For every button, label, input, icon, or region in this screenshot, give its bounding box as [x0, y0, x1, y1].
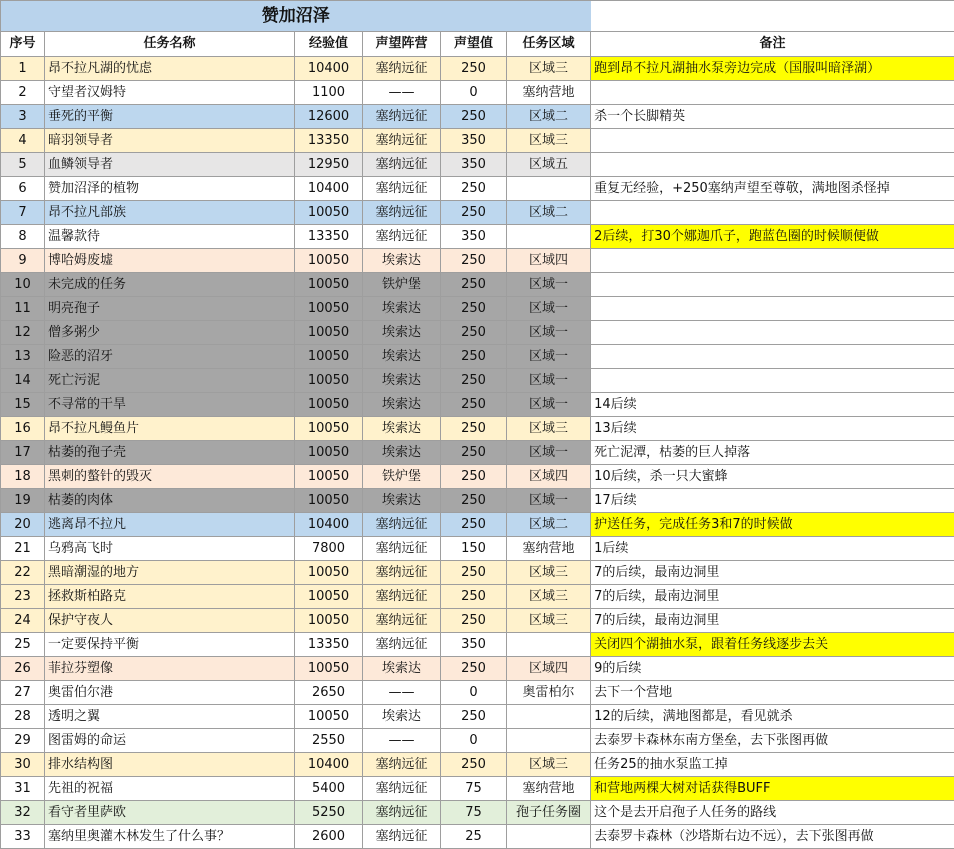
- cell-xp[interactable]: 10050: [295, 705, 363, 729]
- cell-rep[interactable]: 250: [441, 57, 507, 81]
- cell-area[interactable]: 区域三: [507, 609, 591, 633]
- cell-no[interactable]: 22: [1, 561, 45, 585]
- cell-note[interactable]: [591, 129, 954, 153]
- cell-faction[interactable]: 塞纳远征: [363, 777, 441, 801]
- table-row: [1, 657, 954, 681]
- cell-area[interactable]: 区域三: [507, 753, 591, 777]
- sheet-title[interactable]: 赞加沼泽: [1, 1, 591, 32]
- cell-rep[interactable]: 250: [441, 345, 507, 369]
- cell-area[interactable]: 区域三: [507, 585, 591, 609]
- cell-rep[interactable]: 350: [441, 153, 507, 177]
- cell-faction[interactable]: 塞纳远征: [363, 225, 441, 249]
- cell-area[interactable]: 区域一: [507, 321, 591, 345]
- cell-xp[interactable]: 10050: [295, 249, 363, 273]
- cell-faction[interactable]: 铁炉堡: [363, 273, 441, 297]
- cell-no[interactable]: 4: [1, 129, 45, 153]
- cell-area[interactable]: 区域一: [507, 441, 591, 465]
- cell-no[interactable]: 5: [1, 153, 45, 177]
- cell-note[interactable]: 去泰罗卡森林东南方堡垒，去下张图再做: [591, 729, 954, 753]
- cell-quest-name[interactable]: 温馨款待: [45, 225, 295, 249]
- cell-faction[interactable]: 塞纳远征: [363, 633, 441, 657]
- table-row: [1, 513, 954, 537]
- cell-note[interactable]: 重复无经验，+250塞纳声望至尊敬，满地图杀怪掉: [591, 177, 954, 201]
- cell-rep[interactable]: 25: [441, 825, 507, 849]
- cell-no[interactable]: 26: [1, 657, 45, 681]
- cell-quest-name[interactable]: 昂不拉凡部族: [45, 201, 295, 225]
- cell-rep[interactable]: 75: [441, 801, 507, 825]
- cell-area[interactable]: 塞纳营地: [507, 81, 591, 105]
- cell-xp[interactable]: 10050: [295, 297, 363, 321]
- cell-area[interactable]: 区域一: [507, 345, 591, 369]
- cell-note[interactable]: [591, 273, 954, 297]
- cell-quest-name[interactable]: 菲拉芬塑像: [45, 657, 295, 681]
- cell-no[interactable]: 8: [1, 225, 45, 249]
- cell-quest-name[interactable]: 保护守夜人: [45, 609, 295, 633]
- cell-note[interactable]: 任务25的抽水泵监工掉: [591, 753, 954, 777]
- cell-quest-name[interactable]: 枯萎的孢子壳: [45, 441, 295, 465]
- cell-note[interactable]: 10后续，杀一只大蜜蜂: [591, 465, 954, 489]
- table-row: [1, 441, 954, 465]
- cell-faction[interactable]: 埃索达: [363, 369, 441, 393]
- table-row: [1, 369, 954, 393]
- cell-faction[interactable]: 埃索达: [363, 345, 441, 369]
- cell-rep[interactable]: 250: [441, 657, 507, 681]
- table-row: [1, 609, 954, 633]
- cell-quest-name[interactable]: 逃离昂不拉凡: [45, 513, 295, 537]
- cell-faction[interactable]: 塞纳远征: [363, 753, 441, 777]
- cell-rep[interactable]: 250: [441, 297, 507, 321]
- cell-xp[interactable]: 10050: [295, 273, 363, 297]
- cell-xp[interactable]: 12600: [295, 105, 363, 129]
- cell-note[interactable]: 去下一个营地: [591, 681, 954, 705]
- cell-xp[interactable]: 10050: [295, 441, 363, 465]
- table-row: [1, 633, 954, 657]
- cell-xp[interactable]: 10050: [295, 201, 363, 225]
- cell-area[interactable]: 区域一: [507, 369, 591, 393]
- cell-rep[interactable]: 150: [441, 537, 507, 561]
- cell-note[interactable]: [591, 321, 954, 345]
- cell-xp[interactable]: 2550: [295, 729, 363, 753]
- cell-note[interactable]: [591, 345, 954, 369]
- cell-rep[interactable]: 250: [441, 609, 507, 633]
- cell-rep[interactable]: 250: [441, 369, 507, 393]
- cell-faction[interactable]: 埃索达: [363, 441, 441, 465]
- header-row: [1, 32, 954, 57]
- table-row: [1, 537, 954, 561]
- cell-rep[interactable]: 250: [441, 201, 507, 225]
- header-faction[interactable]: 声望阵营: [363, 32, 441, 57]
- cell-area[interactable]: 区域一: [507, 297, 591, 321]
- cell-note[interactable]: [591, 153, 954, 177]
- cell-area[interactable]: 区域五: [507, 153, 591, 177]
- cell-area[interactable]: 区域二: [507, 105, 591, 129]
- cell-no[interactable]: 16: [1, 417, 45, 441]
- cell-area[interactable]: [507, 177, 591, 201]
- cell-faction[interactable]: 埃索达: [363, 417, 441, 441]
- cell-no[interactable]: 3: [1, 105, 45, 129]
- cell-quest-name[interactable]: 明亮孢子: [45, 297, 295, 321]
- cell-quest-name[interactable]: 看守者里萨欧: [45, 801, 295, 825]
- cell-note[interactable]: 12的后续，满地图都是，看见就杀: [591, 705, 954, 729]
- cell-rep[interactable]: 350: [441, 129, 507, 153]
- cell-quest-name[interactable]: 不寻常的干旱: [45, 393, 295, 417]
- cell-no[interactable]: 7: [1, 201, 45, 225]
- table-row: [1, 681, 954, 705]
- table-row: [1, 57, 954, 81]
- cell-faction[interactable]: ——: [363, 681, 441, 705]
- cell-faction[interactable]: 塞纳远征: [363, 201, 441, 225]
- cell-area[interactable]: 奥雷柏尔: [507, 681, 591, 705]
- cell-no[interactable]: 24: [1, 609, 45, 633]
- cell-rep[interactable]: 250: [441, 273, 507, 297]
- cell-quest-name[interactable]: 未完成的任务: [45, 273, 295, 297]
- cell-note[interactable]: 关闭四个湖抽水泵，跟着任务线逐步去关: [591, 633, 954, 657]
- cell-note[interactable]: 跑到昂不拉凡湖抽水泵旁边完成（国服叫暗泽湖）: [591, 57, 954, 81]
- cell-quest-name[interactable]: 垂死的平衡: [45, 105, 295, 129]
- table-row: [1, 753, 954, 777]
- cell-note[interactable]: [591, 369, 954, 393]
- cell-note[interactable]: [591, 81, 954, 105]
- cell-xp[interactable]: 10050: [295, 321, 363, 345]
- cell-quest-name[interactable]: 暗羽领导者: [45, 129, 295, 153]
- table-row: [1, 705, 954, 729]
- header-area[interactable]: 任务区域: [507, 32, 591, 57]
- cell-quest-name[interactable]: 死亡污泥: [45, 369, 295, 393]
- cell-no[interactable]: 6: [1, 177, 45, 201]
- cell-note[interactable]: 杀一个长脚精英: [591, 105, 954, 129]
- cell-rep[interactable]: 250: [441, 441, 507, 465]
- cell-note[interactable]: 1后续: [591, 537, 954, 561]
- cell-note[interactable]: 17后续: [591, 489, 954, 513]
- cell-no[interactable]: 19: [1, 489, 45, 513]
- cell-rep[interactable]: 250: [441, 465, 507, 489]
- cell-faction[interactable]: 埃索达: [363, 321, 441, 345]
- cell-faction[interactable]: 埃索达: [363, 297, 441, 321]
- table-row: [1, 417, 954, 441]
- cell-note[interactable]: 和营地两棵大树对话获得BUFF: [591, 777, 954, 801]
- cell-xp[interactable]: 10400: [295, 753, 363, 777]
- cell-rep[interactable]: 250: [441, 417, 507, 441]
- cell-area[interactable]: 区域三: [507, 561, 591, 585]
- cell-xp[interactable]: 10400: [295, 57, 363, 81]
- cell-rep[interactable]: 250: [441, 561, 507, 585]
- cell-quest-name[interactable]: 排水结构图: [45, 753, 295, 777]
- cell-note[interactable]: 这个是去开启孢子人任务的路线: [591, 801, 954, 825]
- cell-quest-name[interactable]: 枯萎的肉体: [45, 489, 295, 513]
- table-row: [1, 297, 954, 321]
- cell-quest-name[interactable]: 一定要保持平衡: [45, 633, 295, 657]
- cell-xp[interactable]: 10050: [295, 609, 363, 633]
- cell-no[interactable]: 30: [1, 753, 45, 777]
- header-rep[interactable]: 声望值: [441, 32, 507, 57]
- table-row: [1, 729, 954, 753]
- cell-xp[interactable]: 5400: [295, 777, 363, 801]
- cell-faction[interactable]: ——: [363, 729, 441, 753]
- cell-area[interactable]: 区域四: [507, 249, 591, 273]
- cell-faction[interactable]: 塞纳远征: [363, 609, 441, 633]
- cell-area[interactable]: 区域三: [507, 57, 591, 81]
- cell-quest-name[interactable]: 黑暗潮湿的地方: [45, 561, 295, 585]
- cell-quest-name[interactable]: 昂不拉凡鳗鱼片: [45, 417, 295, 441]
- cell-faction[interactable]: 塞纳远征: [363, 129, 441, 153]
- cell-faction[interactable]: 埃索达: [363, 657, 441, 681]
- cell-no[interactable]: 25: [1, 633, 45, 657]
- cell-xp[interactable]: 10050: [295, 417, 363, 441]
- cell-faction[interactable]: 塞纳远征: [363, 561, 441, 585]
- cell-faction[interactable]: 铁炉堡: [363, 465, 441, 489]
- title-empty-cell[interactable]: [591, 1, 954, 32]
- cell-no[interactable]: 28: [1, 705, 45, 729]
- cell-no[interactable]: 31: [1, 777, 45, 801]
- table-row: [1, 465, 954, 489]
- cell-quest-name[interactable]: 赞加沼泽的植物: [45, 177, 295, 201]
- table-row: [1, 105, 954, 129]
- cell-xp[interactable]: 10050: [295, 393, 363, 417]
- cell-xp[interactable]: 1100: [295, 81, 363, 105]
- table-row: [1, 177, 954, 201]
- cell-area[interactable]: 区域一: [507, 489, 591, 513]
- table-row: [1, 585, 954, 609]
- cell-xp[interactable]: 13350: [295, 225, 363, 249]
- cell-no[interactable]: 20: [1, 513, 45, 537]
- cell-xp[interactable]: 10050: [295, 585, 363, 609]
- cell-faction[interactable]: 塞纳远征: [363, 153, 441, 177]
- cell-note[interactable]: 7的后续，最南边洞里: [591, 561, 954, 585]
- cell-area[interactable]: 区域三: [507, 129, 591, 153]
- cell-no[interactable]: 15: [1, 393, 45, 417]
- cell-rep[interactable]: 250: [441, 489, 507, 513]
- table-row: [1, 801, 954, 825]
- cell-rep[interactable]: 250: [441, 705, 507, 729]
- cell-area[interactable]: 区域四: [507, 465, 591, 489]
- cell-area[interactable]: 区域二: [507, 201, 591, 225]
- cell-area[interactable]: 区域二: [507, 513, 591, 537]
- cell-xp[interactable]: 10050: [295, 345, 363, 369]
- cell-quest-name[interactable]: 乌鸦高飞时: [45, 537, 295, 561]
- cell-xp[interactable]: 10050: [295, 369, 363, 393]
- cell-no[interactable]: 21: [1, 537, 45, 561]
- table-row: [1, 345, 954, 369]
- cell-quest-name[interactable]: 透明之翼: [45, 705, 295, 729]
- cell-quest-name[interactable]: 图雷姆的命运: [45, 729, 295, 753]
- cell-no[interactable]: 12: [1, 321, 45, 345]
- cell-faction[interactable]: 塞纳远征: [363, 513, 441, 537]
- cell-area[interactable]: 区域一: [507, 393, 591, 417]
- cell-quest-name[interactable]: 博哈姆废墟: [45, 249, 295, 273]
- header-note[interactable]: 备注: [591, 32, 954, 57]
- cell-area[interactable]: 孢子任务圈: [507, 801, 591, 825]
- table-row: [1, 561, 954, 585]
- cell-faction[interactable]: 埃索达: [363, 489, 441, 513]
- cell-faction[interactable]: 塞纳远征: [363, 801, 441, 825]
- cell-note[interactable]: 9的后续: [591, 657, 954, 681]
- table-row: [1, 249, 954, 273]
- cell-area[interactable]: 塞纳营地: [507, 777, 591, 801]
- cell-no[interactable]: 9: [1, 249, 45, 273]
- cell-quest-name[interactable]: 僧多粥少: [45, 321, 295, 345]
- cell-xp[interactable]: 5250: [295, 801, 363, 825]
- cell-xp[interactable]: 2650: [295, 681, 363, 705]
- cell-xp[interactable]: 12950: [295, 153, 363, 177]
- cell-faction[interactable]: 塞纳远征: [363, 585, 441, 609]
- table-row: [1, 489, 954, 513]
- cell-quest-name[interactable]: 守望者汉姆特: [45, 81, 295, 105]
- cell-note[interactable]: 死亡泥潭，枯萎的巨人掉落: [591, 441, 954, 465]
- table-row: [1, 777, 954, 801]
- title-row: [1, 1, 954, 32]
- table-row: [1, 129, 954, 153]
- header-xp[interactable]: 经验值: [295, 32, 363, 57]
- table-row: [1, 81, 954, 105]
- cell-rep[interactable]: 250: [441, 177, 507, 201]
- cell-rep[interactable]: 350: [441, 225, 507, 249]
- cell-no[interactable]: 17: [1, 441, 45, 465]
- cell-rep[interactable]: 250: [441, 105, 507, 129]
- cell-faction[interactable]: ——: [363, 81, 441, 105]
- cell-no[interactable]: 1: [1, 57, 45, 81]
- cell-quest-name[interactable]: 血鳞领导者: [45, 153, 295, 177]
- cell-note[interactable]: 2后续，打30个娜迦爪子，跑蓝色圈的时候顺便做: [591, 225, 954, 249]
- cell-xp[interactable]: 10050: [295, 465, 363, 489]
- cell-no[interactable]: 11: [1, 297, 45, 321]
- cell-no[interactable]: 18: [1, 465, 45, 489]
- cell-note[interactable]: 7的后续，最南边洞里: [591, 585, 954, 609]
- cell-faction[interactable]: 塞纳远征: [363, 825, 441, 849]
- cell-rep[interactable]: 250: [441, 753, 507, 777]
- cell-quest-name[interactable]: 拯救斯柏路克: [45, 585, 295, 609]
- table-row: [1, 393, 954, 417]
- cell-area[interactable]: [507, 225, 591, 249]
- cell-quest-name[interactable]: 昂不拉凡湖的忧虑: [45, 57, 295, 81]
- cell-rep[interactable]: 250: [441, 249, 507, 273]
- cell-quest-name[interactable]: 险恶的沼牙: [45, 345, 295, 369]
- cell-xp[interactable]: 7800: [295, 537, 363, 561]
- cell-faction[interactable]: 埃索达: [363, 393, 441, 417]
- cell-quest-name[interactable]: 奥雷伯尔港: [45, 681, 295, 705]
- cell-xp[interactable]: 13350: [295, 633, 363, 657]
- cell-rep[interactable]: 250: [441, 585, 507, 609]
- cell-note[interactable]: 14后续: [591, 393, 954, 417]
- cell-no[interactable]: 27: [1, 681, 45, 705]
- cell-no[interactable]: 10: [1, 273, 45, 297]
- cell-quest-name[interactable]: 黑刺的螯针的毁灭: [45, 465, 295, 489]
- cell-note[interactable]: 13后续: [591, 417, 954, 441]
- cell-quest-name[interactable]: 塞纳里奥灌木林发生了什么事？: [45, 825, 295, 849]
- cell-faction[interactable]: 塞纳远征: [363, 177, 441, 201]
- cell-no[interactable]: 32: [1, 801, 45, 825]
- cell-no[interactable]: 33: [1, 825, 45, 849]
- cell-rep[interactable]: 0: [441, 729, 507, 753]
- cell-no[interactable]: 29: [1, 729, 45, 753]
- header-name[interactable]: 任务名称: [45, 32, 295, 57]
- cell-no[interactable]: 23: [1, 585, 45, 609]
- cell-note[interactable]: [591, 297, 954, 321]
- table-row: [1, 153, 954, 177]
- cell-rep[interactable]: 350: [441, 633, 507, 657]
- cell-no[interactable]: 2: [1, 81, 45, 105]
- cell-no[interactable]: 14: [1, 369, 45, 393]
- cell-xp[interactable]: 10050: [295, 657, 363, 681]
- cell-note[interactable]: [591, 201, 954, 225]
- cell-faction[interactable]: 埃索达: [363, 705, 441, 729]
- cell-note[interactable]: 护送任务，完成任务3和7的时候做: [591, 513, 954, 537]
- cell-xp[interactable]: 13350: [295, 129, 363, 153]
- cell-xp[interactable]: 10050: [295, 489, 363, 513]
- cell-area[interactable]: 区域一: [507, 273, 591, 297]
- cell-no[interactable]: 13: [1, 345, 45, 369]
- cell-area[interactable]: 塞纳营地: [507, 537, 591, 561]
- cell-rep[interactable]: 0: [441, 681, 507, 705]
- header-no[interactable]: 序号: [1, 32, 45, 57]
- cell-faction[interactable]: 埃索达: [363, 249, 441, 273]
- cell-faction[interactable]: 塞纳远征: [363, 537, 441, 561]
- cell-area[interactable]: 区域四: [507, 657, 591, 681]
- cell-area[interactable]: [507, 729, 591, 753]
- cell-rep[interactable]: 75: [441, 777, 507, 801]
- cell-area[interactable]: [507, 633, 591, 657]
- table-row: [1, 225, 954, 249]
- cell-area[interactable]: 区域三: [507, 417, 591, 441]
- cell-faction[interactable]: 塞纳远征: [363, 57, 441, 81]
- table-row: [1, 273, 954, 297]
- cell-faction[interactable]: 塞纳远征: [363, 105, 441, 129]
- cell-rep[interactable]: 250: [441, 321, 507, 345]
- table-row: [1, 201, 954, 225]
- cell-note[interactable]: 去泰罗卡森林（沙塔斯右边不远），去下张图再做: [591, 825, 954, 849]
- cell-xp[interactable]: 10050: [295, 561, 363, 585]
- cell-xp[interactable]: 10400: [295, 513, 363, 537]
- cell-note[interactable]: [591, 249, 954, 273]
- cell-xp[interactable]: 10400: [295, 177, 363, 201]
- cell-rep[interactable]: 250: [441, 393, 507, 417]
- table-row: [1, 321, 954, 345]
- cell-area[interactable]: [507, 705, 591, 729]
- cell-rep[interactable]: 250: [441, 513, 507, 537]
- cell-quest-name[interactable]: 先祖的祝福: [45, 777, 295, 801]
- cell-note[interactable]: 7的后续，最南边洞里: [591, 609, 954, 633]
- cell-xp[interactable]: 2600: [295, 825, 363, 849]
- cell-rep[interactable]: 0: [441, 81, 507, 105]
